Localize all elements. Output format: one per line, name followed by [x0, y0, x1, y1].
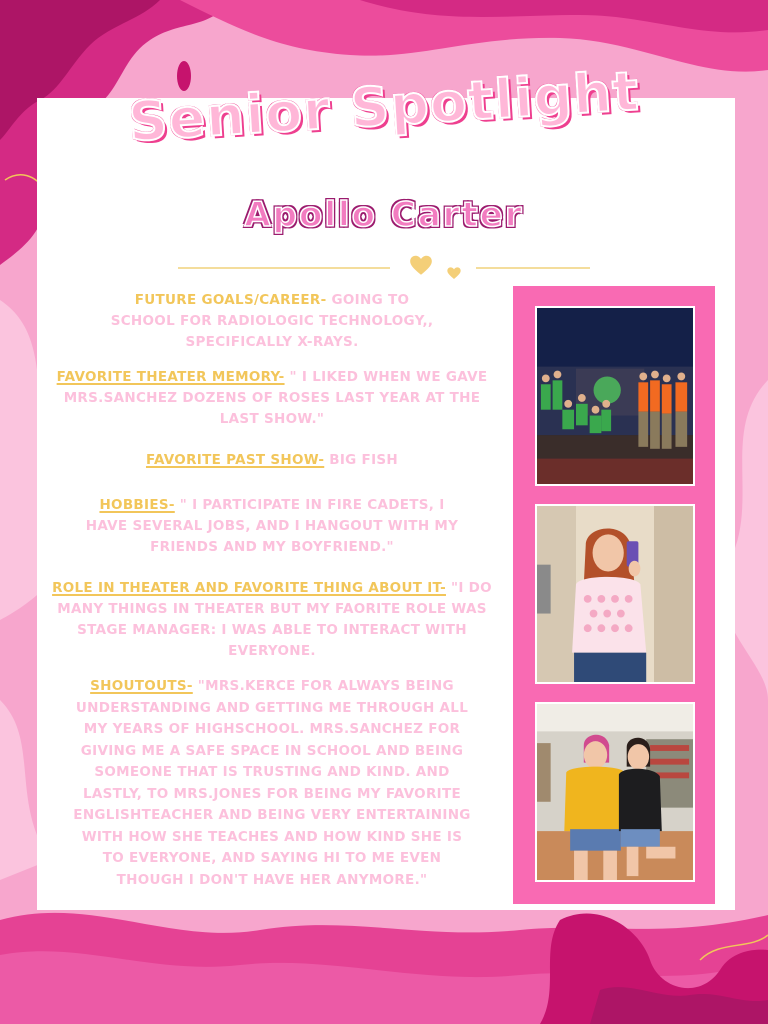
section-text: GOING TO SCHOOL FOR RADIOLOGIC TECHNOLOGY,, SPECIFICALLY X-RAYS.: [110, 292, 434, 350]
section-shoutouts: [42, 676, 502, 891]
heart-icon: [446, 265, 462, 281]
student-name: Apollo Carter: [244, 195, 524, 235]
friends-photo: [535, 702, 695, 882]
section-theater-memory: [42, 367, 502, 430]
heart-icon: [408, 252, 434, 278]
profile-content: [42, 290, 502, 905]
section-future-goals: [42, 290, 502, 353]
section-text: "MRS.KERCE FOR ALWAYS BEING UNDERSTANDING AND GETTING ME THROUGH ALL MY YEARS OF HIGHSCHOOL. MRS.SANCHEZ FOR GIVING ME A SAFE SPACE IN SCHOOL AND BEING SOMEONE THAT IS TRUSTING AND KIND. AND LASTLY, TO MRS.JONES FOR BEING MY FAVORITE ENGLISHTEACHER AND BEING VERY ENTERTAINING WITH HOW SHE TEACHES AND HOW KIND SHE IS TO EVERYONE, AND SAYING HI TO ME EVEN THOUGH I DON'T HAVE HER ANYMORE.": [73, 678, 471, 888]
divider-left: [178, 267, 390, 269]
section-label: FAVORITE THEATER MEMORY-: [56, 369, 285, 385]
section-label: FUTURE GOALS/CAREER-: [134, 292, 327, 308]
section-past-show: [42, 450, 502, 471]
photo-strip: [513, 286, 715, 904]
page-title: Senior Spotlight: [126, 59, 642, 154]
section-text: BIG FISH: [324, 452, 399, 468]
section-label: FAVORITE PAST SHOW-: [145, 452, 325, 468]
section-label: HOBBIES-: [99, 497, 175, 513]
section-text: " I PARTICIPATE IN FIRE CADETS, I HAVE SEVERAL JOBS, AND I HANGOUT WITH MY FRIENDS AND MY BOYFRIEND.": [85, 497, 459, 555]
section-text: "I DO MANY THINGS IN THEATER BUT MY FAORITE ROLE WAS STAGE MANAGER: I WAS ABLE TO INTERACT WITH EVERYONE.: [57, 580, 492, 659]
section-label: ROLE IN THEATER AND FAVORITE THING ABOUT IT-: [52, 580, 446, 596]
section-hobbies: [42, 495, 502, 558]
selfie-photo: [535, 504, 695, 684]
group-photo: [535, 306, 695, 486]
section-role: [42, 578, 502, 662]
section-text: " I LIKED WHEN WE GAVE MRS.SANCHEZ DOZENS OF ROSES LAST YEAR AT THE LAST SHOW.": [63, 369, 488, 427]
section-label: SHOUTOUTS-: [90, 678, 193, 694]
divider-right: [476, 267, 590, 269]
